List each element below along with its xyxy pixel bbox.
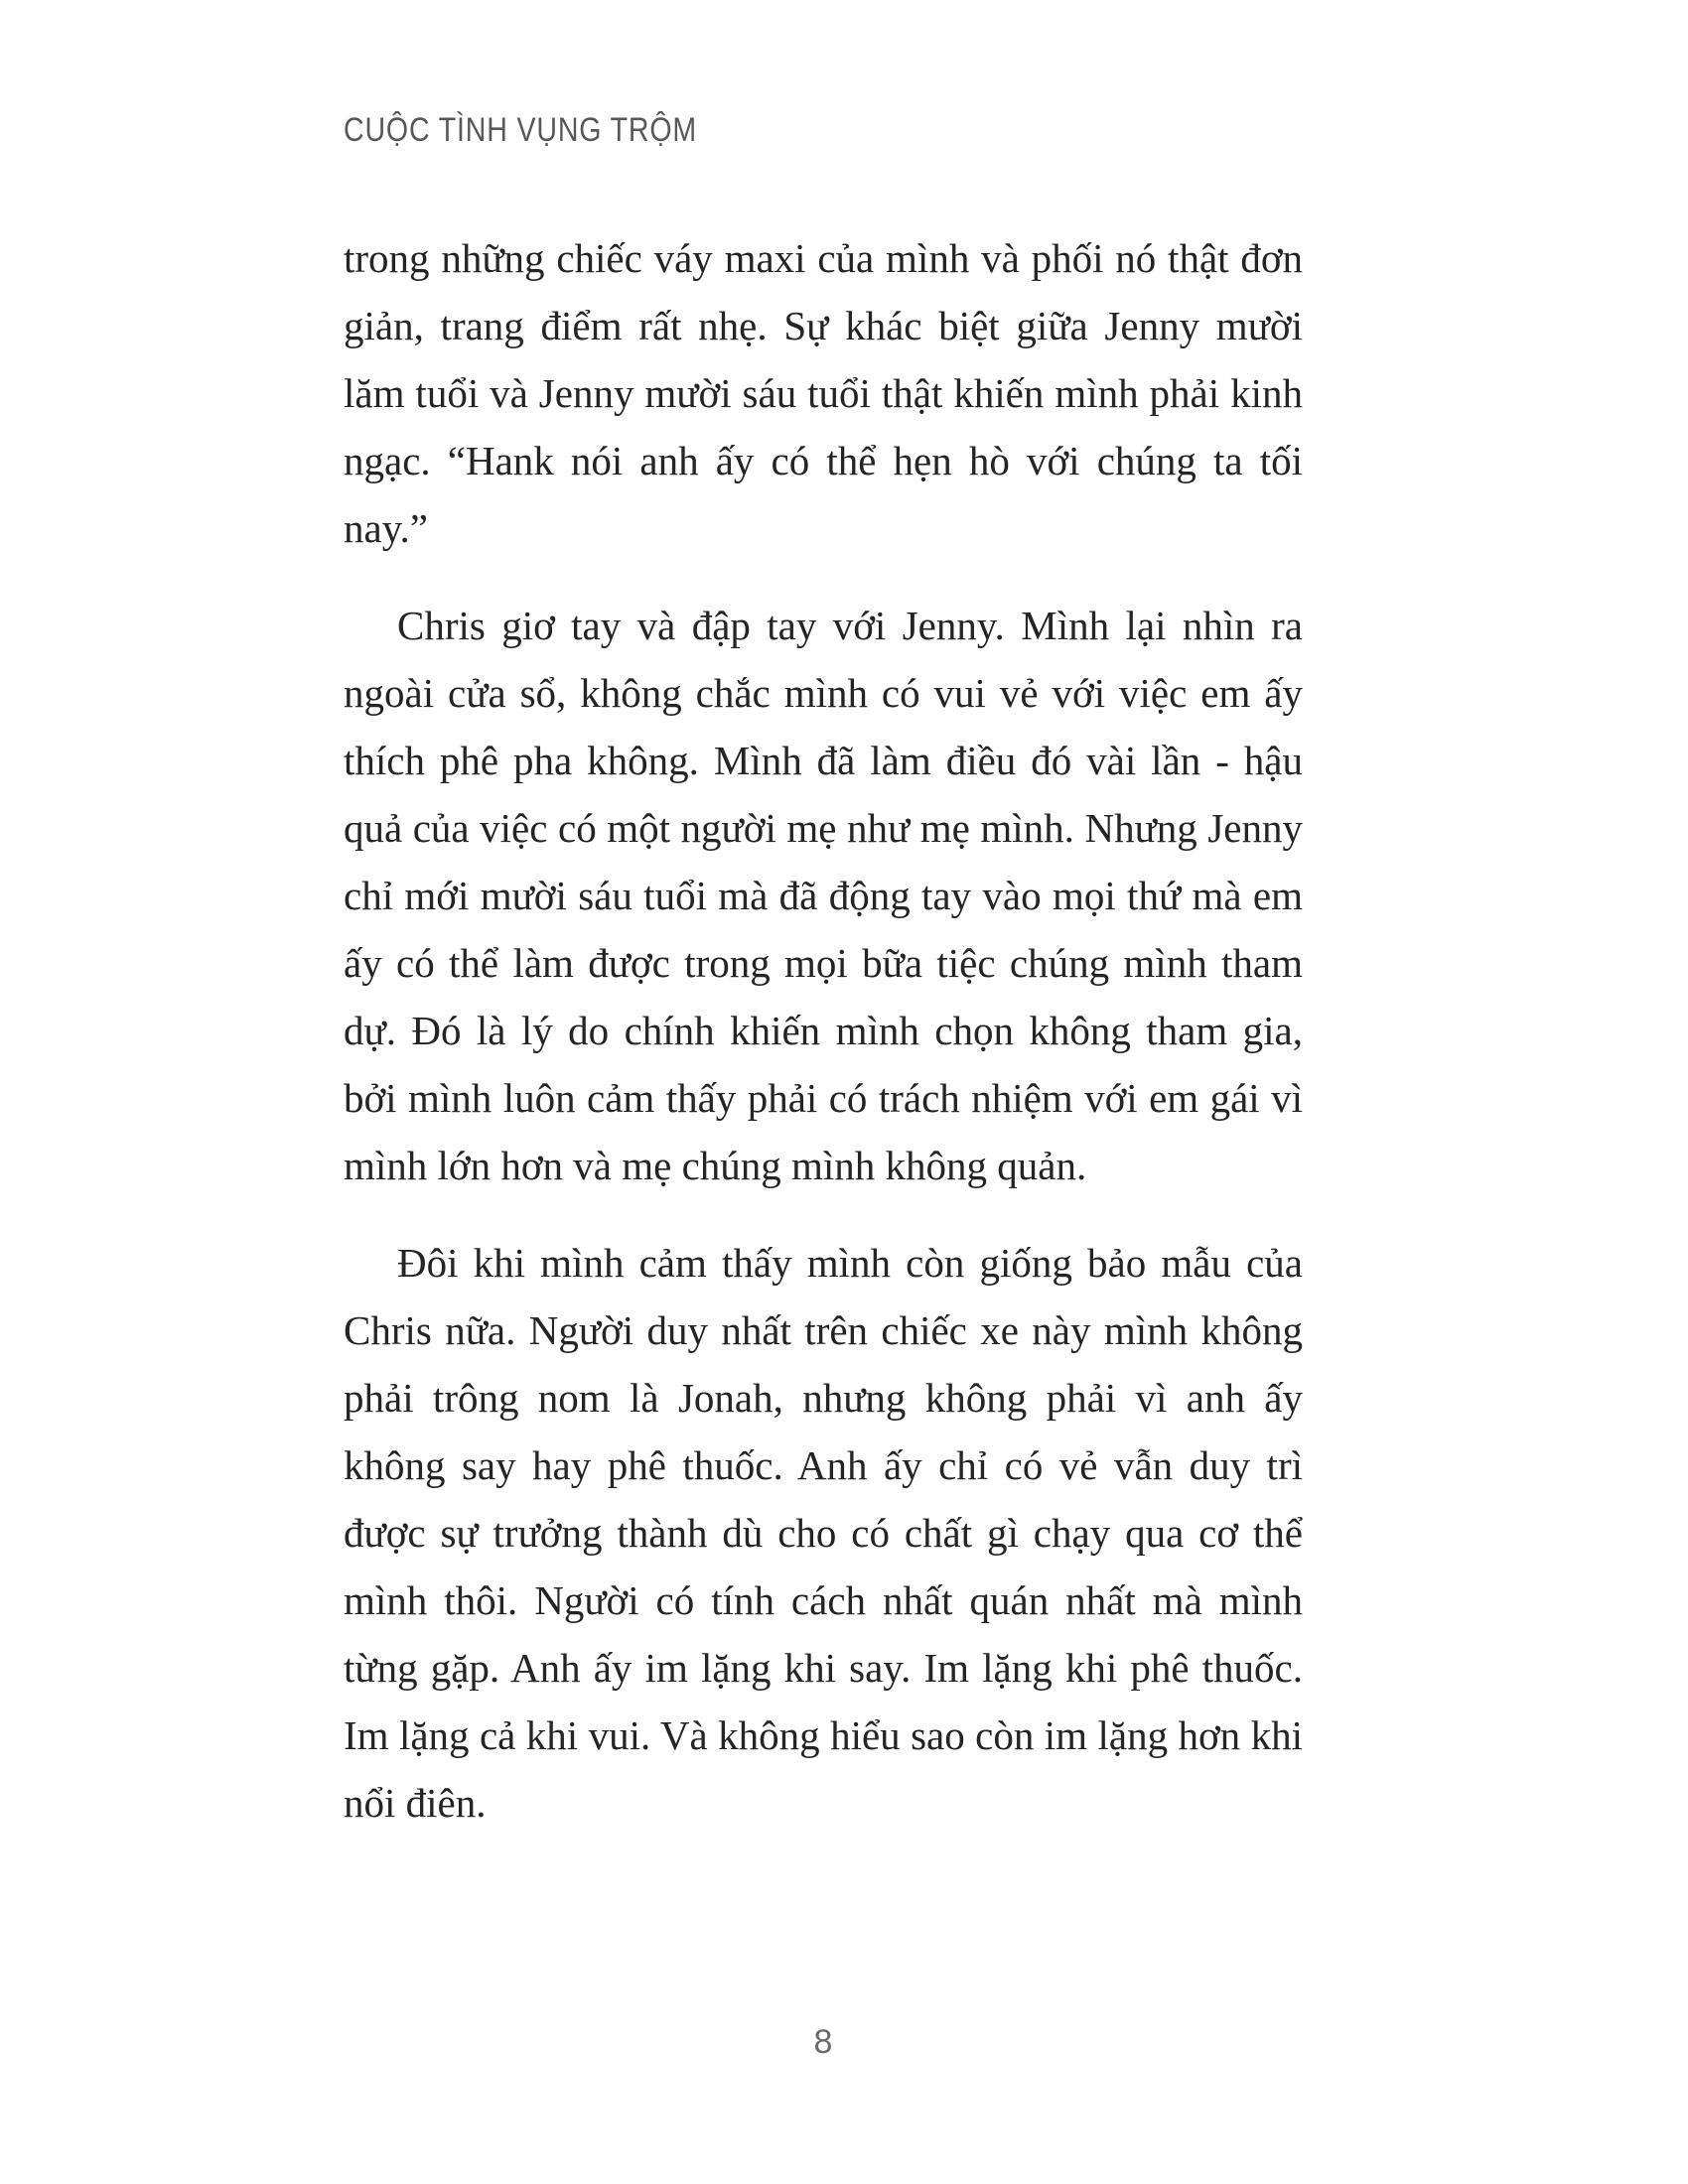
paragraph-3: Đôi khi mình cảm thấy mình còn giống bảo mẫu của Chris nữa. Người duy nhất trên chiếc xe này mình không phải trông nom là Jonah, nhưng không phải vì anh ấy không say hay phê thuốc. Anh ấy chỉ có vẻ vẫn duy trì được sự trưởng thành dù cho có chất gì chạy qua cơ thể mình thôi. Người có tính cách nhất quán nhất mà mình từng gặp. Anh ấy im lặng khi say. Im lặng khi phê thuốc. Im lặng cả khi vui. Và không hiểu sao còn im lặng hơn khi nổi điên. bbox=[344, 1240, 1303, 1826]
body-text bbox=[344, 224, 1303, 1866]
paragraph-2: Chris giơ tay và đập tay với Jenny. Mình lại nhìn ra ngoài cửa sổ, không chắc mình có vui vẻ với việc em ấy thích phê pha không. Mình đã làm điều đó vài lần - hậu quả của việc có một người mẹ như mẹ mình. Nhưng Jenny chỉ mới mười sáu tuổi mà đã động tay vào mọi thứ mà em ấy có thể làm được trong mọi bữa tiệc chúng mình tham dự. Đó là lý do chính khiến mình chọn không tham gia, bởi mình luôn cảm thấy phải có trách nhiệm với em gái vì mình lớn hơn và mẹ chúng mình không quản. bbox=[344, 603, 1303, 1188]
running-header: CUỘC TÌNH VỤNG TRỘM bbox=[344, 111, 698, 149]
page-number: 8 bbox=[813, 2023, 833, 2061]
paragraph-1: trong những chiếc váy maxi của mình và phối nó thật đơn giản, trang điểm rất nhẹ. Sự khác biệt giữa Jenny mười lăm tuổi và Jenny mười sáu tuổi thật khiến mình phải kinh ngạc. “Hank nói anh ấy có thể hẹn hò với chúng ta tối nay.” bbox=[344, 235, 1303, 551]
